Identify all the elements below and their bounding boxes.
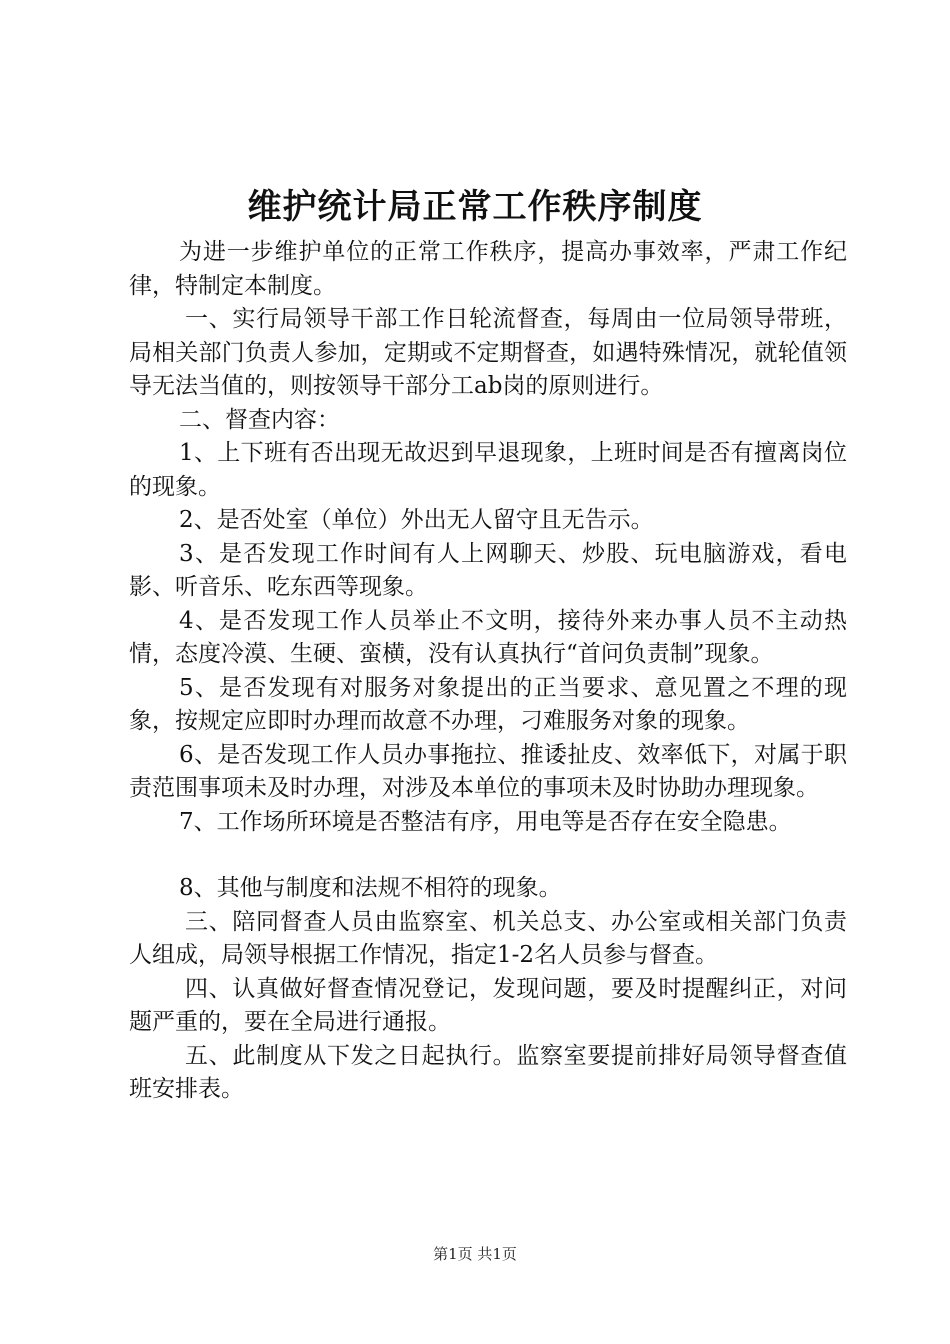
paragraph-item-7: 7、工作场所环境是否整洁有序，用电等是否存在安全隐患。 (179, 808, 792, 835)
paragraph-section-5: 五、此制度从下发之日起执行。监察室要提前排好局领导督查值班安排表。 (129, 1042, 847, 1102)
paragraph-item-2: 2、是否处室（单位）外出无人留守且无告示。 (179, 507, 654, 533)
paragraph-section-4: 四、认真做好督查情况登记，发现问题，要及时提醒纠正，对问题严重的，要在全局进行通报。 (129, 975, 847, 1035)
paragraph-item-5: 5、是否发现有对服务对象提出的正当要求、意见置之不理的现象，按规定应即时办理而故意不办理，刁难服务对象的现象。 (129, 674, 847, 734)
paragraph-item-3: 3、是否发现工作时间有人上网聊天、炒股、玩电脑游戏，看电影、听音乐、吃东西等现象。 (129, 540, 847, 600)
paragraph-item-1: 1、上下班有否出现无故迟到早退现象，上班时间是否有擅离岗位的现象。 (129, 440, 847, 500)
paragraph-item-4: 4、是否发现工作人员举止不文明，接待外来办事人员不主动热情，态度冷漠、生硬、蛮横，没有认真执行“首问负责制”现象。 (129, 607, 847, 667)
paragraph-section-1: 一、实行局领导干部工作日轮流督查，每周由一位局领导带班，局相关部门负责人参加，定期或不定期督查，如遇特殊情况，就轮值领导无法当值的，则按领导干部分工ab岗的原则进行。 (129, 306, 847, 399)
paragraph-section-3: 三、陪同督查人员由监察室、机关总支、办公室或相关部门负责人组成，局领导根据工作情况，指定1-2名人员参与督查。 (129, 908, 847, 968)
document-title: 维护统计局正常工作秩序制度 (247, 187, 703, 227)
document-body (129, 236, 847, 1107)
paragraph-intro: 为进一步维护单位的正常工作秩序，提高办事效率，严肃工作纪律，特制定本制度。 (129, 239, 847, 299)
paragraph-item-6: 6、是否发现工作人员办事拖拉、推诿扯皮、效率低下，对属于职责范围事项未及时办理，对涉及本单位的事项未及时协助办理现象。 (129, 741, 847, 801)
paragraph-item-8: 8、其他与制度和法规不相符的现象。 (179, 875, 562, 901)
blank-line (129, 839, 847, 872)
paragraph-section-2-heading: 二、督查内容： (179, 406, 340, 433)
page-number: 第1页 共1页 (433, 1245, 517, 1263)
